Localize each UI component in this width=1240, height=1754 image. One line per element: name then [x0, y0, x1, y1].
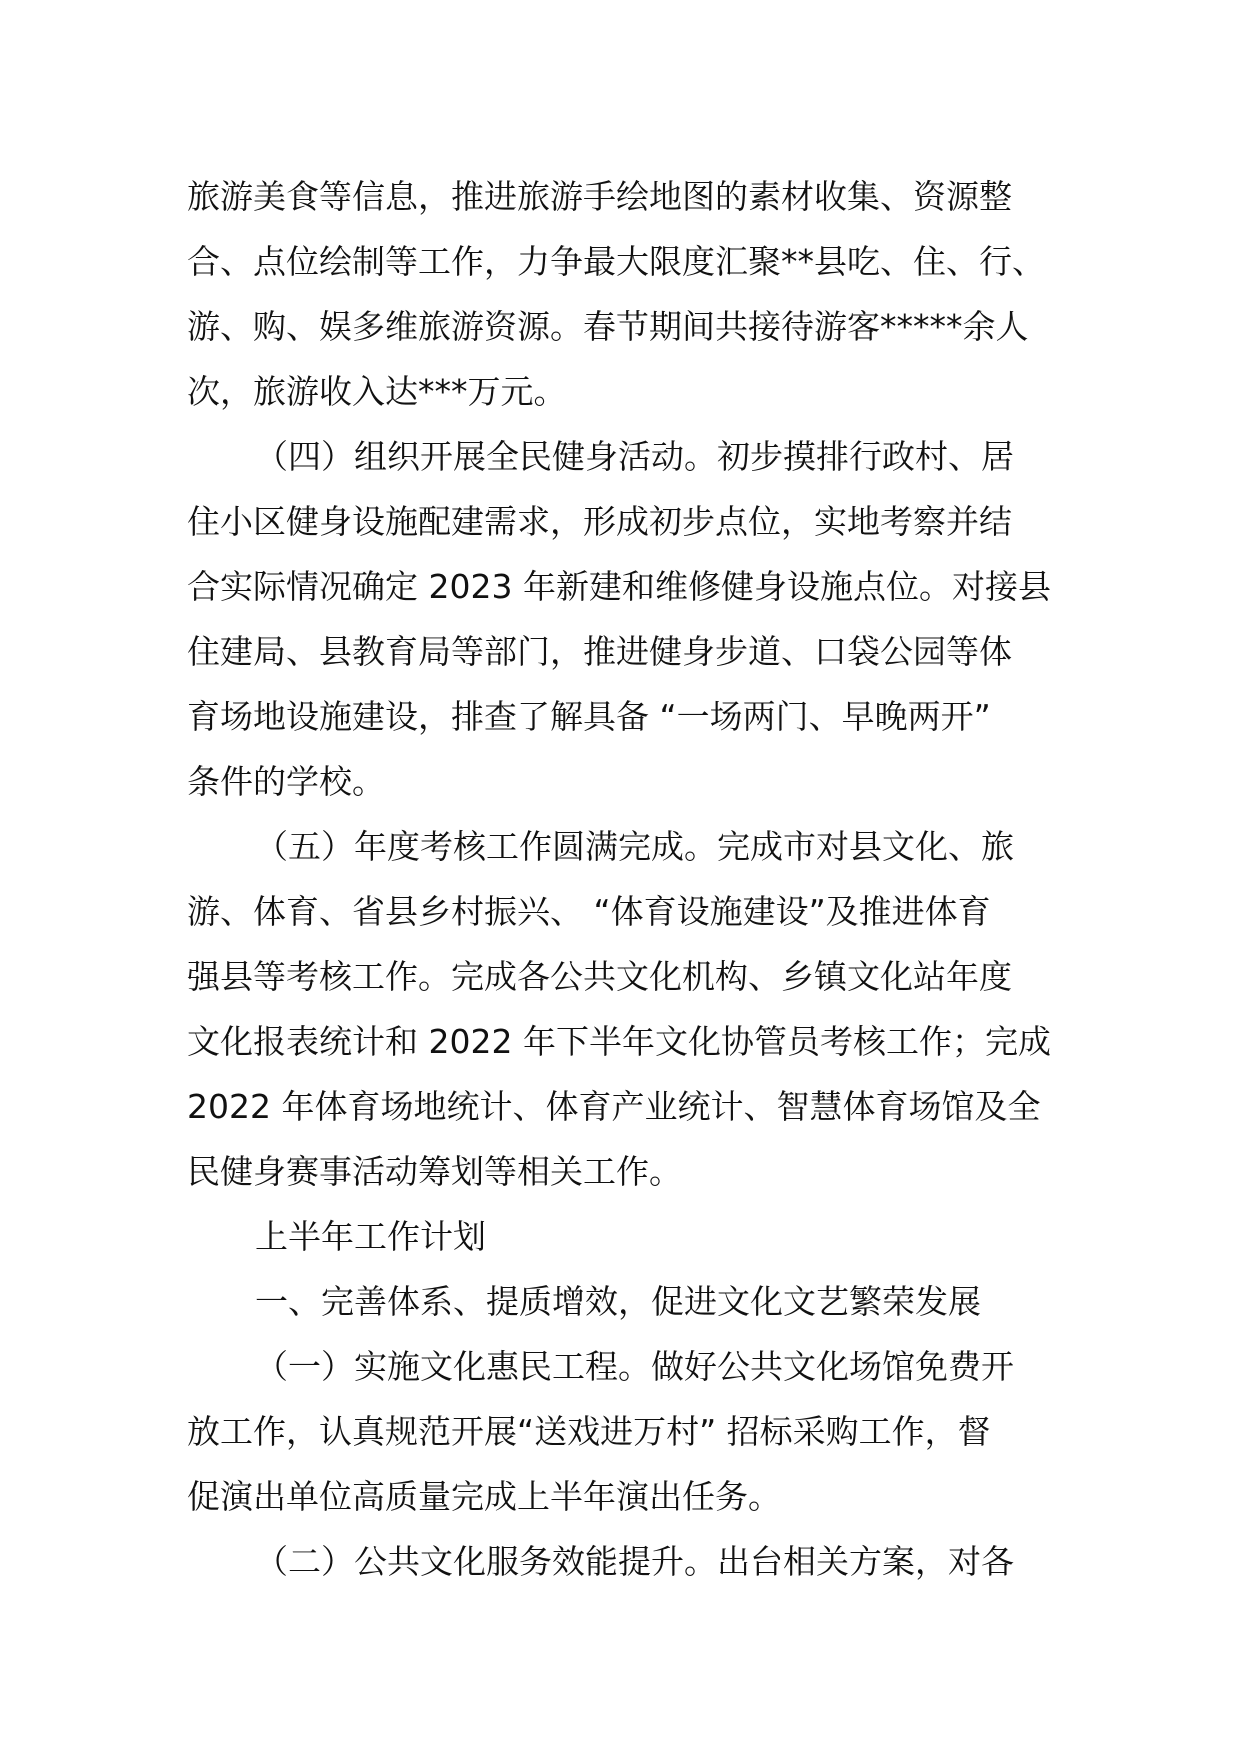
plan-title: 上半年工作计划 — [255, 1217, 486, 1256]
text-line: 放工作，认真规范开展“送戏进万村” 招标采购工作，督 — [187, 1412, 991, 1451]
text-line: 合、点位绘制等工作，力争最大限度汇聚**县吃、住、行、 — [187, 242, 1045, 281]
text-line: 育场地设施建设，排查了解具备 “一场两门、早晚两开” — [187, 697, 991, 736]
text-line: 次，旅游收入达***万元。 — [187, 372, 567, 411]
document-body — [187, 164, 1057, 1594]
subsection-1-heading-line: （一）实施文化惠民工程。做好公共文化场馆免费开 — [255, 1347, 1014, 1386]
text-line: 2022 年体育场地统计、体育产业统计、智慧体育场馆及全 — [187, 1087, 1041, 1126]
text-line: 促演出单位高质量完成上半年演出任务。 — [187, 1477, 781, 1516]
text-line: 民健身赛事活动筹划等相关工作。 — [187, 1152, 682, 1191]
text-line: 条件的学校。 — [187, 762, 385, 801]
text-line: 游、体育、省县乡村振兴、 “体育设施建设”及推进体育 — [187, 892, 991, 931]
text-line: 文化报表统计和 2022 年下半年文化协管员考核工作；完成 — [187, 1022, 1051, 1061]
section-5-heading-line: （五）年度考核工作圆满完成。完成市对县文化、旅 — [255, 827, 1014, 866]
text-line: 住建局、县教育局等部门，推进健身步道、口袋公园等体 — [187, 632, 1012, 671]
text-line: 游、购、娱多维旅游资源。春节期间共接待游客*****余人 — [187, 307, 1029, 346]
text-line: 住小区健身设施配建需求，形成初步点位，实地考察并结 — [187, 502, 1012, 541]
text-line: 强县等考核工作。完成各公共文化机构、乡镇文化站年度 — [187, 957, 1012, 996]
subsection-2-heading-line: （二）公共文化服务效能提升。出台相关方案，对各 — [255, 1542, 1014, 1581]
text-line: 合实际情况确定 2023 年新建和维修健身设施点位。对接县 — [187, 567, 1051, 606]
text-line: 旅游美食等信息，推进旅游手绘地图的素材收集、资源整 — [187, 177, 1012, 216]
plan-section-1-heading: 一、完善体系、提质增效，促进文化文艺繁荣发展 — [255, 1282, 981, 1321]
section-4-heading-line: （四）组织开展全民健身活动。初步摸排行政村、居 — [255, 437, 1014, 476]
